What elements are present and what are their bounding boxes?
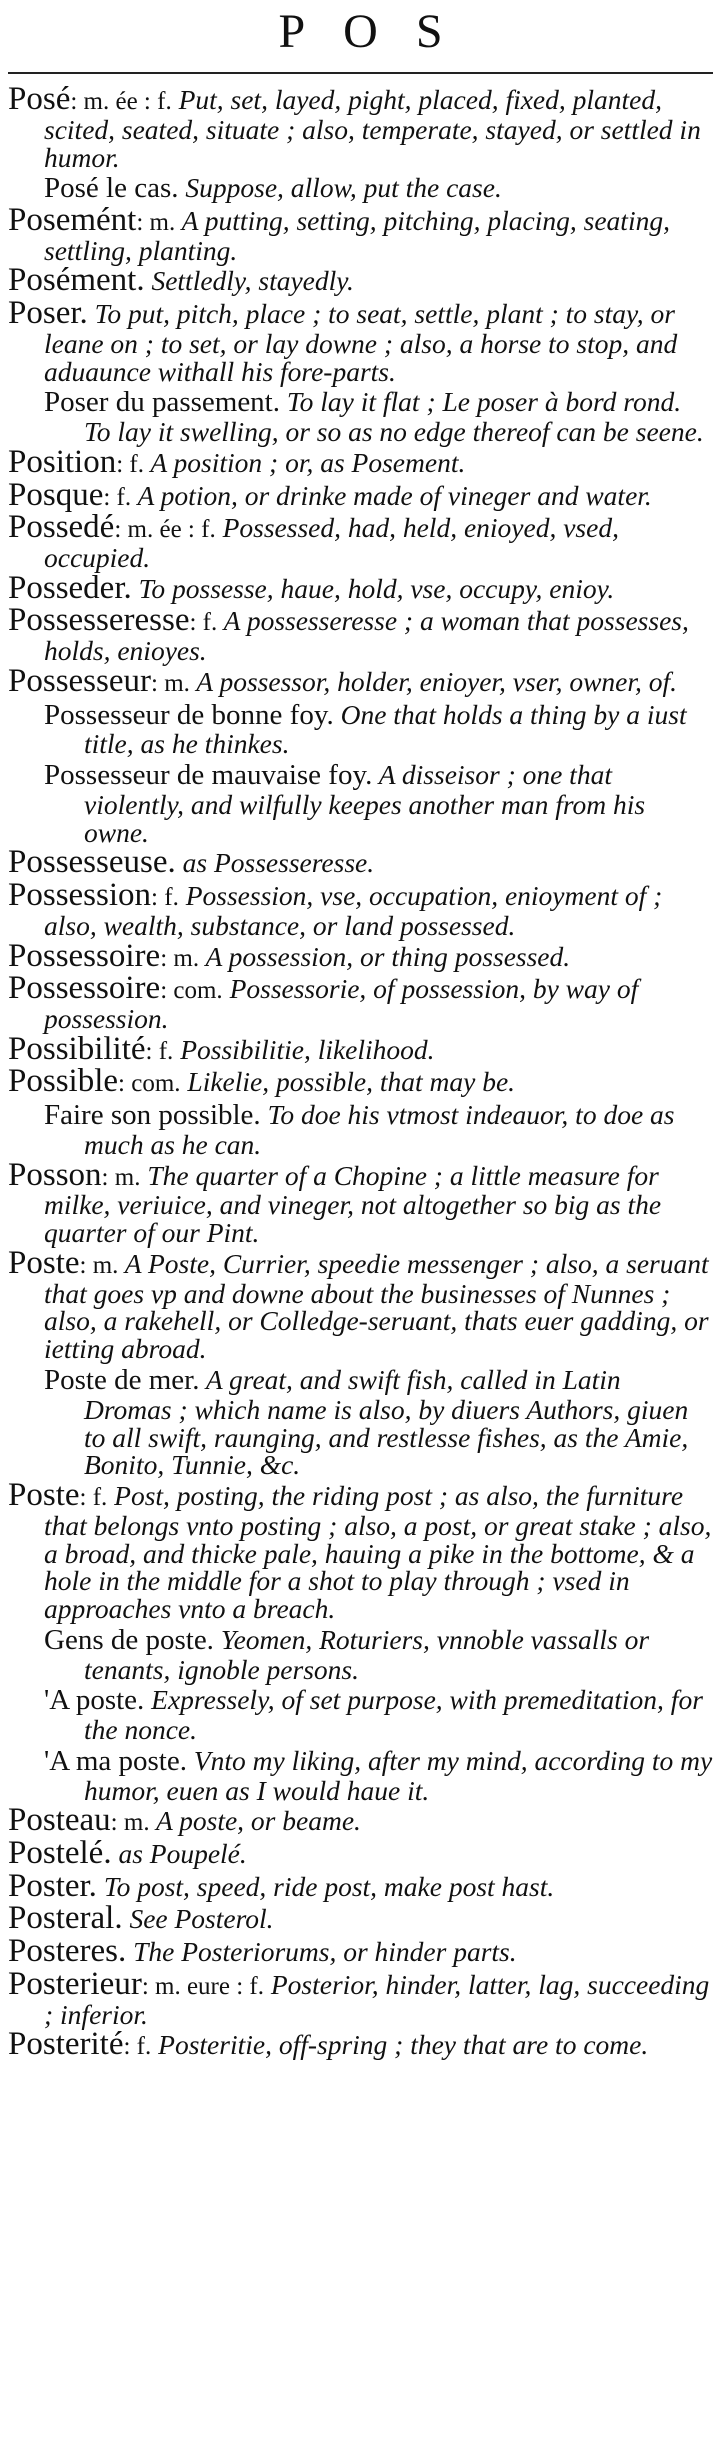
sub-entry [8,1686,713,1744]
headword: Posson [8,1156,102,1193]
dictionary-entry [8,1030,713,1067]
definition: Settledly, stayedly. [144,265,354,297]
headword: Possesseur de bonne foy. [44,698,334,731]
dictionary-entry [8,443,713,480]
headword: Posteres. [8,1933,127,1970]
dictionary-entry [8,569,713,606]
definition: A great, and swift fish, called in Latin Dromas ; which name is also, by diuers Authors, giuen to all swift, raunging, and restlesse fishes, as the Amie, Bonito, Tunnie, &c. [84,1363,689,1481]
headword: Possessoire [8,970,161,1007]
headword: Postelé. [8,1835,112,1872]
grammar-note: : m. ée : f. [70,88,172,115]
grammar-note: : m. [79,1251,119,1279]
grammar-note: : m. [101,1163,141,1191]
sub-entry [8,1363,713,1481]
grammar-note: : m. [151,669,190,697]
headword: Posemént [8,201,137,238]
definition: To post, speed, ride post, make post hast. [96,1870,555,1902]
grammar-note: : com. [118,1070,181,1098]
definition: To possesse, haue, hold, vse, occupy, enioy. [131,572,615,604]
headword: Posément. [8,262,145,299]
sub-entry [8,761,713,846]
dictionary-entry [8,662,713,699]
definition: To doe his vtmost indeauor, to doe as much as he can. [84,1099,675,1160]
headword: Possesseur [8,662,152,699]
dictionary-entry [8,201,713,266]
headword: Poste [8,1477,80,1514]
headword: Possesseur de mauvaise foy. [44,759,373,792]
definition: Possessorie, of possession, by way of possession. [44,973,639,1035]
dictionary-entry [8,262,713,299]
header-rule [8,72,713,74]
definition: Yeomen, Roturiers, vnnoble vassalls or tenants, ignoble persons. [84,1623,650,1685]
definition: Put, set, layed, pight, placed, fixed, planted, scited, seated, situate ; also, temperate, stayed, or settled in humor. [44,84,701,173]
definition: The Posteriorums, or hinder parts. [126,1936,517,1968]
dictionary-entry [8,1835,713,1872]
definition: Expressely, of set purpose, with premeditation, for the nonce. [84,1684,703,1746]
definition: A potion, or drinke made of vineger and water. [131,479,652,511]
headword: Poster. [8,1867,97,1904]
headword: Possible [8,1063,119,1100]
grammar-note: : com. [160,977,223,1005]
grammar-note: : f. [103,483,132,511]
grammar-note: : f. [189,609,218,637]
dictionary-entry [8,1063,713,1100]
definition: Posterior, hinder, latter, lag, succeeding ; inferior. [44,1968,710,2030]
headword: Gens de poste. [44,1623,214,1656]
headword: Possession [8,877,152,914]
headword: Position [8,443,117,480]
headword: Possesseuse. [8,844,176,881]
page-header: POS [278,5,481,58]
headword: Poser. [8,295,88,332]
headword: Posseder. [8,569,132,606]
headword: Posteral. [8,1900,123,1937]
dictionary-entry [8,2026,713,2063]
sub-entry [8,1623,713,1685]
definition: Possibilitie, likelihood. [173,1033,435,1065]
dictionary-entry [8,1900,713,1937]
definition: A possessor, holder, enioyer, vser, owner, of. [189,665,678,697]
grammar-note: : f. [145,1037,174,1065]
definition: A disseisor ; one that violently, and wilfully keepes another man from his owne. [84,759,646,848]
definition: as Possesseresse. [175,847,375,879]
definition: One that holds a thing by a iust title, as he thinkes. [84,698,687,760]
definition: A poste, or beame. [149,1805,361,1837]
definition: A putting, setting, pitching, placing, seating, settling, planting. [44,204,670,266]
headword: Posque [8,476,104,513]
sub-entry [8,174,713,204]
headword: Possedé [8,509,115,546]
grammar-note: : f. [116,450,144,478]
dictionary-entry [8,970,713,1035]
headword: Posé le cas. [44,172,179,205]
dictionary-entry [8,1965,713,2030]
headword: Poste de mer. [44,1363,200,1396]
dictionary-entry [8,602,713,667]
headword: Possibilité [8,1030,146,1067]
sub-entry [8,388,713,446]
definition: Suppose, allow, put the case. [178,172,502,204]
dictionary-entry [8,476,713,513]
sub-entry [8,698,713,760]
headword: Posterieur [8,1965,142,2002]
definition: A Poste, Currier, speedie messenger ; also, a seruant that goes vp and downe about the businesses of Nunnes ; also, a rakehell, or Colledge-seruant, thats euer gadding, or ietting abroad. [44,1247,709,1365]
definition: A possesseresse ; a woman that possesses, holds, enioyes. [44,605,689,667]
grammar-note: : m. eure : f. [141,1972,264,2000]
dictionary-entry [8,1867,713,1904]
definition: Possessed, had, held, enioyed, vsed, occupied. [44,512,619,574]
dictionary-entry [8,844,713,881]
dictionary-entry [8,877,713,941]
headword: Faire son possible. [44,1099,261,1132]
definition: See Posterol. [122,1903,274,1935]
definition: A position ; or, as Posement. [143,446,466,478]
definition: Post, posting, the riding post ; as also, the furniture that belongs vnto posting ; also, a post, or great stake ; also, a broad, and thicke pale, hauing a pike in the bottome, & a hole in the middle for a shot to play through ; vsed in approaches vnto a breach. [44,1480,712,1625]
grammar-note: : f. [123,2033,152,2061]
dictionary-entry [8,1933,713,1970]
definition: Vnto my liking, after my mind, according to my humor, euen as I would haue it. [84,1744,713,1806]
definition: Posteritie, off-spring ; they that are to come. [151,2029,649,2061]
headword: Posterité [8,2026,124,2063]
dictionary-entry [8,1477,713,1625]
headword: Poste [8,1244,80,1281]
headword: 'A poste. [44,1684,145,1717]
sub-entry [8,1101,713,1159]
grammar-note: : f. [79,1484,108,1512]
headword: Posteau [8,1802,111,1839]
dictionary-entry [8,509,713,574]
headword: Possessoire [8,937,161,974]
entries-list [8,81,713,2063]
headword: Possesseresse [8,602,190,639]
dictionary-entry [8,1802,713,1839]
dictionary-entry [8,1244,713,1365]
sub-entry [8,1744,713,1806]
grammar-note: : f. [151,884,179,912]
definition: To lay it flat ; Le poser à bord rond. To lay it swelling, or so as no edge thereof can be seene. [84,386,704,448]
definition: The quarter of a Chopine ; a little measure for milke, veriuice, and vineger, not altogether so big as the quarter of our Pint. [44,1159,662,1249]
grammar-note: : m. [110,1809,150,1837]
definition: as Poupelé. [111,1838,247,1870]
dictionary-entry [8,1156,713,1249]
definition: To put, pitch, place ; to seat, settle, plant ; to stay, or leane on ; to set, or lay downe ; also, a horse to stop, and aduaunce withall his fore-parts. [44,298,678,387]
dictionary-entry [8,81,713,173]
headword: 'A ma poste. [44,1744,187,1777]
headword: Posé [8,81,71,117]
dictionary-entry [8,295,713,387]
dictionary-entry [8,937,713,974]
grammar-note: : m. [136,208,176,236]
grammar-note: : m. ée : f. [114,516,216,544]
grammar-note: : m. [160,944,200,972]
definition: Possession, vse, occupation, enioyment of ; also, wealth, substance, or land possessed. [44,880,663,941]
headword: Poser du passement. [44,386,280,419]
definition: Likelie, possible, that may be. [180,1066,516,1098]
definition: A possession, or thing possessed. [199,940,571,972]
